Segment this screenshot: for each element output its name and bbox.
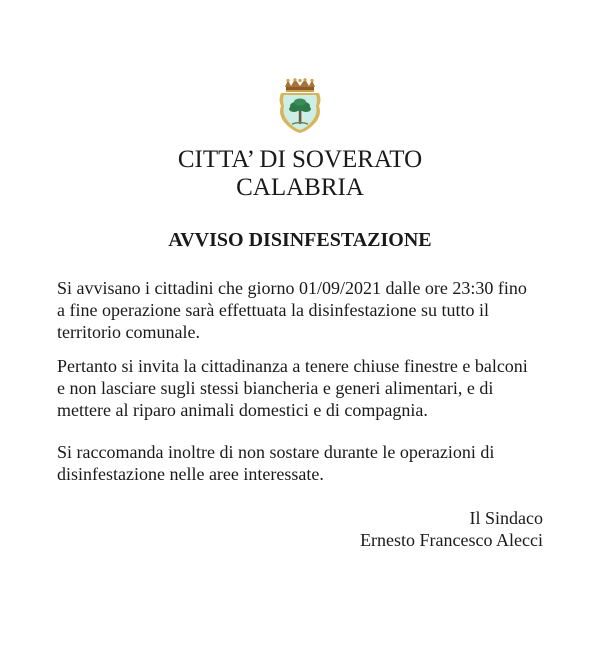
region-title: CALABRIA [236,174,364,201]
signature-role: Il Sindaco [469,508,543,528]
text-line: disinfestazione nelle aree interessate. [57,464,324,484]
coat-of-arms-icon [272,78,328,134]
text-line: Si avvisano i cittadini che giorno 01/09/2021 dalle ore 23:30 fino [57,278,527,298]
text-line: e non lasciare sugli stessi biancheria e generi alimentari, e di [57,378,494,398]
crown-icon [285,78,315,92]
paragraph-schedule [57,277,587,343]
notice-title: AVVISO DISINFESTAZIONE [168,229,432,251]
paragraph-recommendation [57,441,587,485]
signature-name: Ernesto Francesco Alecci [360,530,543,550]
text-line: a fine operazione sarà effettuata la disinfestazione su tutto il [57,300,489,320]
city-title: CITTA’ DI SOVERATO [177,146,423,173]
text-line: territorio comunale. [57,322,200,342]
text-line: Si raccomanda inoltre di non sostare durante le operazioni di [57,442,495,462]
text-line: Pertanto si invita la cittadinanza a tenere chiuse finestre e balconi [57,356,528,376]
text-line: mettere al riparo animali domestici e di compagnia. [57,400,428,420]
paragraph-instructions [57,355,587,421]
